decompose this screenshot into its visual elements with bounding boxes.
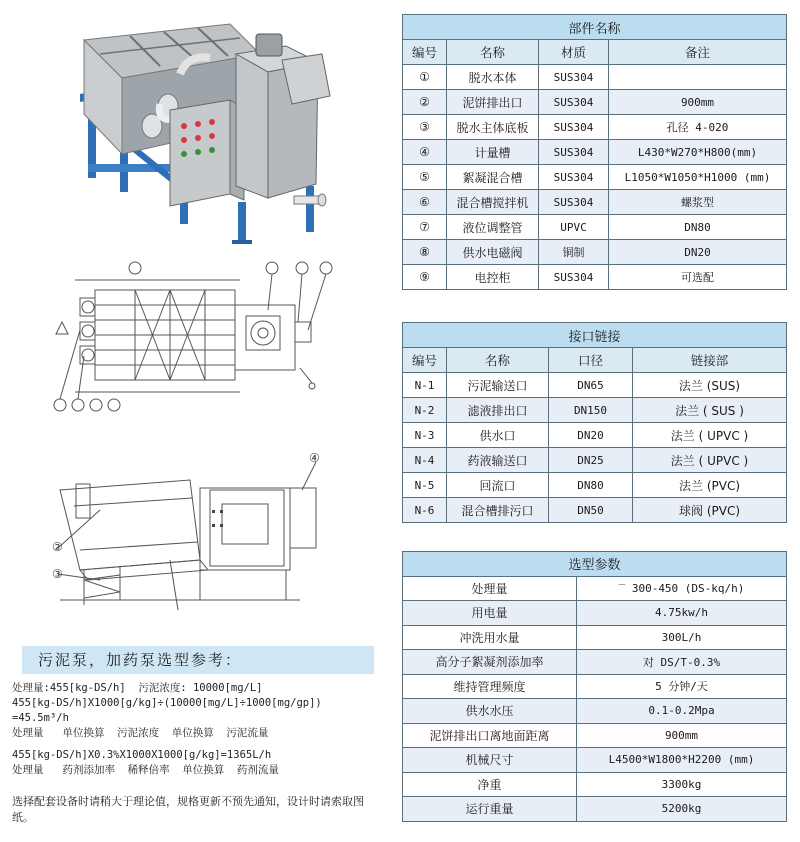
connection-table <box>402 322 787 523</box>
col-header: 口径 <box>549 348 633 373</box>
connection-size: DN80 <box>549 473 633 498</box>
equipment-illustrations <box>0 0 390 620</box>
connection-size: DN20 <box>549 423 633 448</box>
part-material: SUS304 <box>539 115 609 140</box>
table-row <box>403 498 787 523</box>
spec-table-caption: 选型参数 <box>403 552 787 577</box>
connection-name: 滤液排出口 <box>447 398 549 423</box>
part-remark <box>609 65 787 90</box>
part-remark: 螺浆型 <box>609 190 787 215</box>
connection-table-body <box>403 373 787 523</box>
calc-line: 455[kg-DS/h]X1000[g/kg]÷(10000[mg/L]÷1000[mg/gp]) <box>12 697 322 709</box>
part-material: SUS304 <box>539 165 609 190</box>
part-name: 絮凝混合槽 <box>447 165 539 190</box>
part-name: 泥饼排出口 <box>447 90 539 115</box>
spec-param: 净重 <box>403 772 577 797</box>
table-row <box>403 650 787 675</box>
connection-table-caption: 接口链接 <box>403 323 787 348</box>
part-remark: DN20 <box>609 240 787 265</box>
col-header: 材质 <box>539 40 609 65</box>
table-row <box>403 625 787 650</box>
table-row <box>403 190 787 215</box>
connection-size: DN65 <box>549 373 633 398</box>
table-row <box>403 90 787 115</box>
part-no: ⑦ <box>403 215 447 240</box>
spec-param: 运行重量 <box>403 797 577 822</box>
col-header: 链接部 <box>633 348 787 373</box>
spec-table <box>402 551 787 822</box>
col-header: 编号 <box>403 348 447 373</box>
connection-link: 法兰 ( UPVC ) <box>633 448 787 473</box>
table-row <box>403 215 787 240</box>
connection-no: N-3 <box>403 423 447 448</box>
callout-4: ④ <box>309 451 320 465</box>
spec-param: 处理量 <box>403 576 577 601</box>
table-row <box>403 115 787 140</box>
connection-link: 法兰 ( UPVC ) <box>633 423 787 448</box>
spec-value: ‾ 300-450 (DS-kq/h) <box>577 576 787 601</box>
col-header: 编号 <box>403 40 447 65</box>
part-name: 脱水本体 <box>447 65 539 90</box>
table-row <box>403 140 787 165</box>
spec-value: 3300kg <box>577 772 787 797</box>
part-name: 供水电磁阀 <box>447 240 539 265</box>
connection-no: N-6 <box>403 498 447 523</box>
table-row <box>403 240 787 265</box>
table-row <box>403 265 787 290</box>
spec-param: 冲洗用水量 <box>403 625 577 650</box>
callout-2: ② <box>52 540 63 554</box>
spec-value: 300L/h <box>577 625 787 650</box>
spec-value: L4500*W1800*H2200 (mm) <box>577 748 787 773</box>
connection-size: DN150 <box>549 398 633 423</box>
part-material: SUS304 <box>539 90 609 115</box>
table-row <box>403 398 787 423</box>
connection-size: DN25 <box>549 448 633 473</box>
table-row <box>403 699 787 724</box>
spec-value: 5200kg <box>577 797 787 822</box>
part-material: UPVC <box>539 215 609 240</box>
part-remark: L430*W270*H800(mm) <box>609 140 787 165</box>
connection-no: N-2 <box>403 398 447 423</box>
table-row <box>403 576 787 601</box>
connection-name: 供水口 <box>447 423 549 448</box>
table-row <box>403 772 787 797</box>
spec-param: 泥饼排出口离地面距离 <box>403 723 577 748</box>
spec-value: 5 分钟/天 <box>577 674 787 699</box>
spec-param: 用电量 <box>403 601 577 626</box>
top-view-drawing <box>40 260 340 420</box>
side-view-drawing <box>40 450 340 620</box>
spec-value: 对 DS/T-0.3% <box>577 650 787 675</box>
pump-selection-title: 污泥泵，加药泵选型参考： <box>22 646 374 674</box>
spec-param: 维持管理频度 <box>403 674 577 699</box>
spec-param: 机械尺寸 <box>403 748 577 773</box>
parts-table-body <box>403 65 787 290</box>
table-row <box>403 373 787 398</box>
connection-name: 混合槽排污口 <box>447 498 549 523</box>
col-header: 名称 <box>447 348 549 373</box>
spec-value: 900mm <box>577 723 787 748</box>
col-header: 备注 <box>609 40 787 65</box>
calc-line: 处理量 药剂添加率 稀释倍率 单位换算 药剂流量 <box>12 764 279 776</box>
parts-table-caption: 部件名称 <box>403 15 787 40</box>
machine-photo <box>60 14 340 262</box>
calc-spacer <box>12 741 390 748</box>
table-row <box>403 473 787 498</box>
connection-link: 法兰 ( SUS ) <box>633 398 787 423</box>
part-name: 混合槽搅拌机 <box>447 190 539 215</box>
calc-line: 处理量:455[kg-DS/h] 污泥浓度: 10000[mg/L] <box>12 682 263 694</box>
connection-name: 回流口 <box>447 473 549 498</box>
table-row <box>403 797 787 822</box>
part-remark: DN80 <box>609 215 787 240</box>
table-row <box>403 601 787 626</box>
part-name: 计量槽 <box>447 140 539 165</box>
connection-name: 药液输送口 <box>447 448 549 473</box>
part-no: ② <box>403 90 447 115</box>
part-no: ⑥ <box>403 190 447 215</box>
connection-link: 球阀 (PVC) <box>633 498 787 523</box>
connection-link: 法兰 (PVC) <box>633 473 787 498</box>
spec-param: 高分子絮凝剂添加率 <box>403 650 577 675</box>
part-no: ⑤ <box>403 165 447 190</box>
part-name: 脱水主体底板 <box>447 115 539 140</box>
part-remark: L1050*W1050*H1000 (mm) <box>609 165 787 190</box>
part-name: 液位调整管 <box>447 215 539 240</box>
calculation-block <box>12 681 390 778</box>
part-remark: 900mm <box>609 90 787 115</box>
part-material: SUS304 <box>539 65 609 90</box>
part-no: ① <box>403 65 447 90</box>
table-row <box>403 423 787 448</box>
selection-note: 选择配套设备时请稍大于理论值，规格更新不预先通知，设计时请索取图纸。 <box>12 795 364 824</box>
part-material: 铜制 <box>539 240 609 265</box>
callout-3: ③ <box>52 567 63 581</box>
col-header: 名称 <box>447 40 539 65</box>
table-row <box>403 65 787 90</box>
table-row <box>403 674 787 699</box>
connection-link: 法兰 (SUS) <box>633 373 787 398</box>
part-no: ④ <box>403 140 447 165</box>
calc-line: =45.5m³/h <box>12 712 69 724</box>
part-material: SUS304 <box>539 190 609 215</box>
part-remark: 孔径 4-020 <box>609 115 787 140</box>
connection-name: 污泥输送口 <box>447 373 549 398</box>
part-material: SUS304 <box>539 265 609 290</box>
part-no: ⑨ <box>403 265 447 290</box>
part-name: 电控柜 <box>447 265 539 290</box>
connection-size: DN50 <box>549 498 633 523</box>
connection-no: N-5 <box>403 473 447 498</box>
table-row <box>403 723 787 748</box>
parts-table <box>402 14 787 290</box>
calc-line: 455[kg-DS/h]X0.3%X1000X1000[g/kg]=1365L/h <box>12 749 272 761</box>
calc-line: 处理量 单位换算 污泥浓度 单位换算 污泥流量 <box>12 727 269 739</box>
part-no: ⑧ <box>403 240 447 265</box>
connection-no: N-4 <box>403 448 447 473</box>
table-row <box>403 748 787 773</box>
part-remark: 可选配 <box>609 265 787 290</box>
part-no: ③ <box>403 115 447 140</box>
spec-table-body <box>403 576 787 821</box>
table-row <box>403 165 787 190</box>
connection-no: N-1 <box>403 373 447 398</box>
spec-param: 供水水压 <box>403 699 577 724</box>
spec-value: 4.75kw/h <box>577 601 787 626</box>
part-material: SUS304 <box>539 140 609 165</box>
table-row <box>403 448 787 473</box>
spec-value: 0.1-0.2Mpa <box>577 699 787 724</box>
